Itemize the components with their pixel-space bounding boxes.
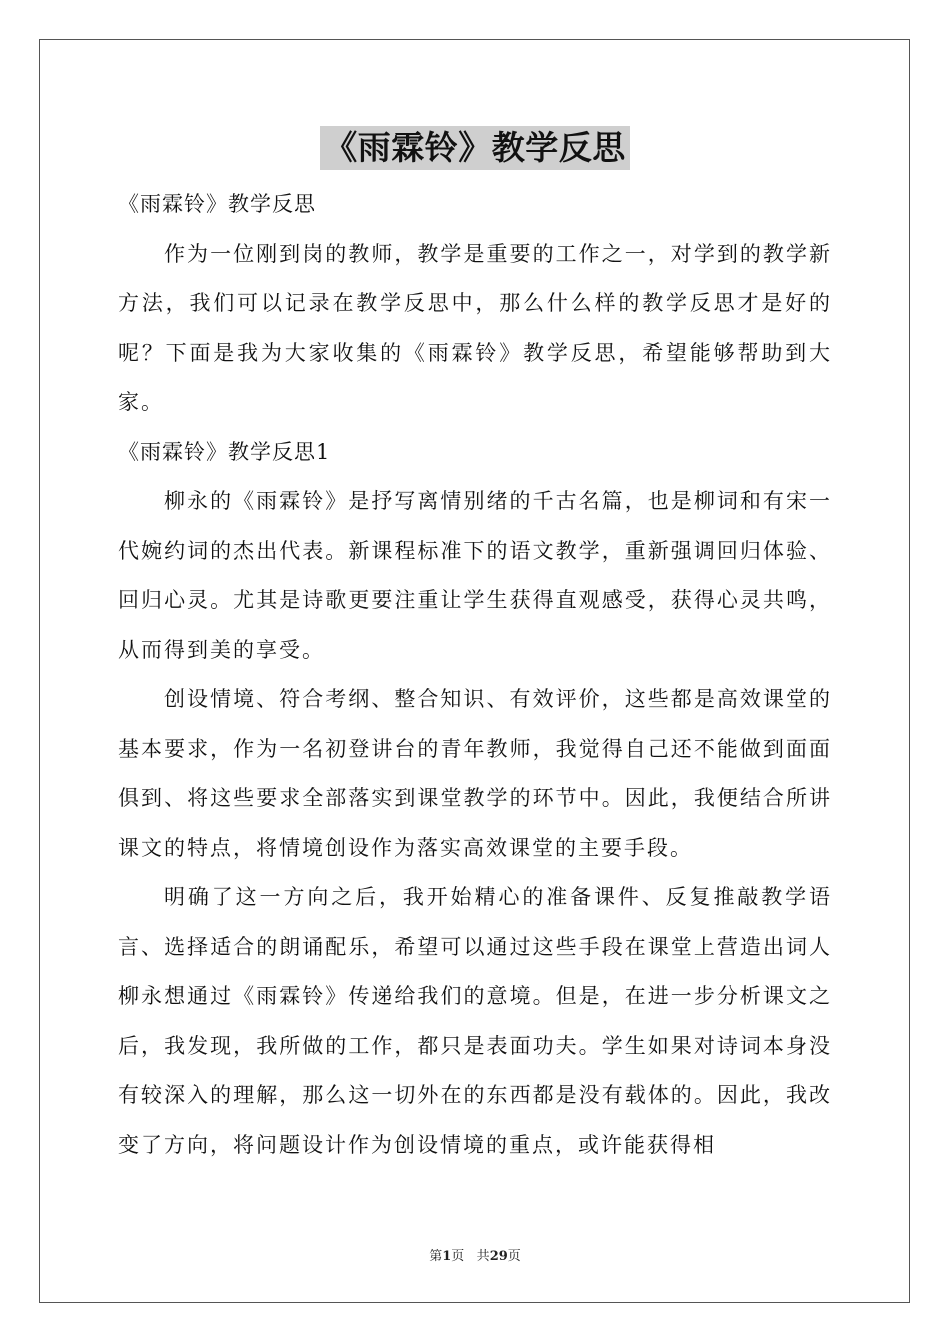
footer-total-prefix: 共 xyxy=(476,1249,490,1264)
footer-page-suffix: 页 xyxy=(451,1249,465,1264)
document-title: 《雨霖铃》教学反思 xyxy=(320,126,630,170)
document-body xyxy=(118,180,832,1170)
footer-page-number: 1 xyxy=(442,1249,452,1264)
page-footer xyxy=(0,1248,950,1266)
footer-total-pages: 29 xyxy=(489,1249,508,1264)
body-paragraph: 柳永的《雨霖铃》是抒写离情别绪的千古名篇，也是柳词和有宋一代婉约词的杰出代表。新课程标准下的语文教学，重新强调回归体验、回归心灵。尤其是诗歌更要注重让学生获得直观感受，获得心灵共鸣，从而得到美的享受。 xyxy=(118,489,832,662)
body-paragraph: 创设情境、符合考纲、整合知识、有效评价，这些都是高效课堂的基本要求，作为一名初登讲台的青年教师，我觉得自己还不能做到面面俱到、将这些要求全部落实到课堂教学的环节中。因此，我便结合所讲课文的特点，将情境创设作为落实高效课堂的主要手段。 xyxy=(118,687,832,860)
body-paragraph: 明确了这一方向之后，我开始精心的准备课件、反复推敲教学语言、选择适合的朗诵配乐，希望可以通过这些手段在课堂上营造出词人柳永想通过《雨霖铃》传递给我们的意境。但是，在进一步分析课文之后，我发现，我所做的工作，都只是表面功夫。学生如果对诗词本身没有较深入的理解，那么这一切外在的东西都是没有载体的。因此，我改变了方向，将问题设计作为创设情境的重点，或许能获得相 xyxy=(118,885,832,1157)
section-1-heading: 《雨霖铃》教学反思1 xyxy=(118,439,331,464)
footer-total-suffix: 页 xyxy=(507,1249,521,1264)
intro-paragraph: 作为一位刚到岗的教师，教学是重要的工作之一，对学到的教学新方法，我们可以记录在教学反思中，那么什么样的教学反思才是好的呢？下面是我为大家收集的《雨霖铃》教学反思，希望能够帮助到大家。 xyxy=(118,241,832,414)
footer-page-prefix: 第 xyxy=(429,1249,443,1264)
intro-subheading: 《雨霖铃》教学反思 xyxy=(118,192,316,216)
title-container xyxy=(0,126,950,170)
